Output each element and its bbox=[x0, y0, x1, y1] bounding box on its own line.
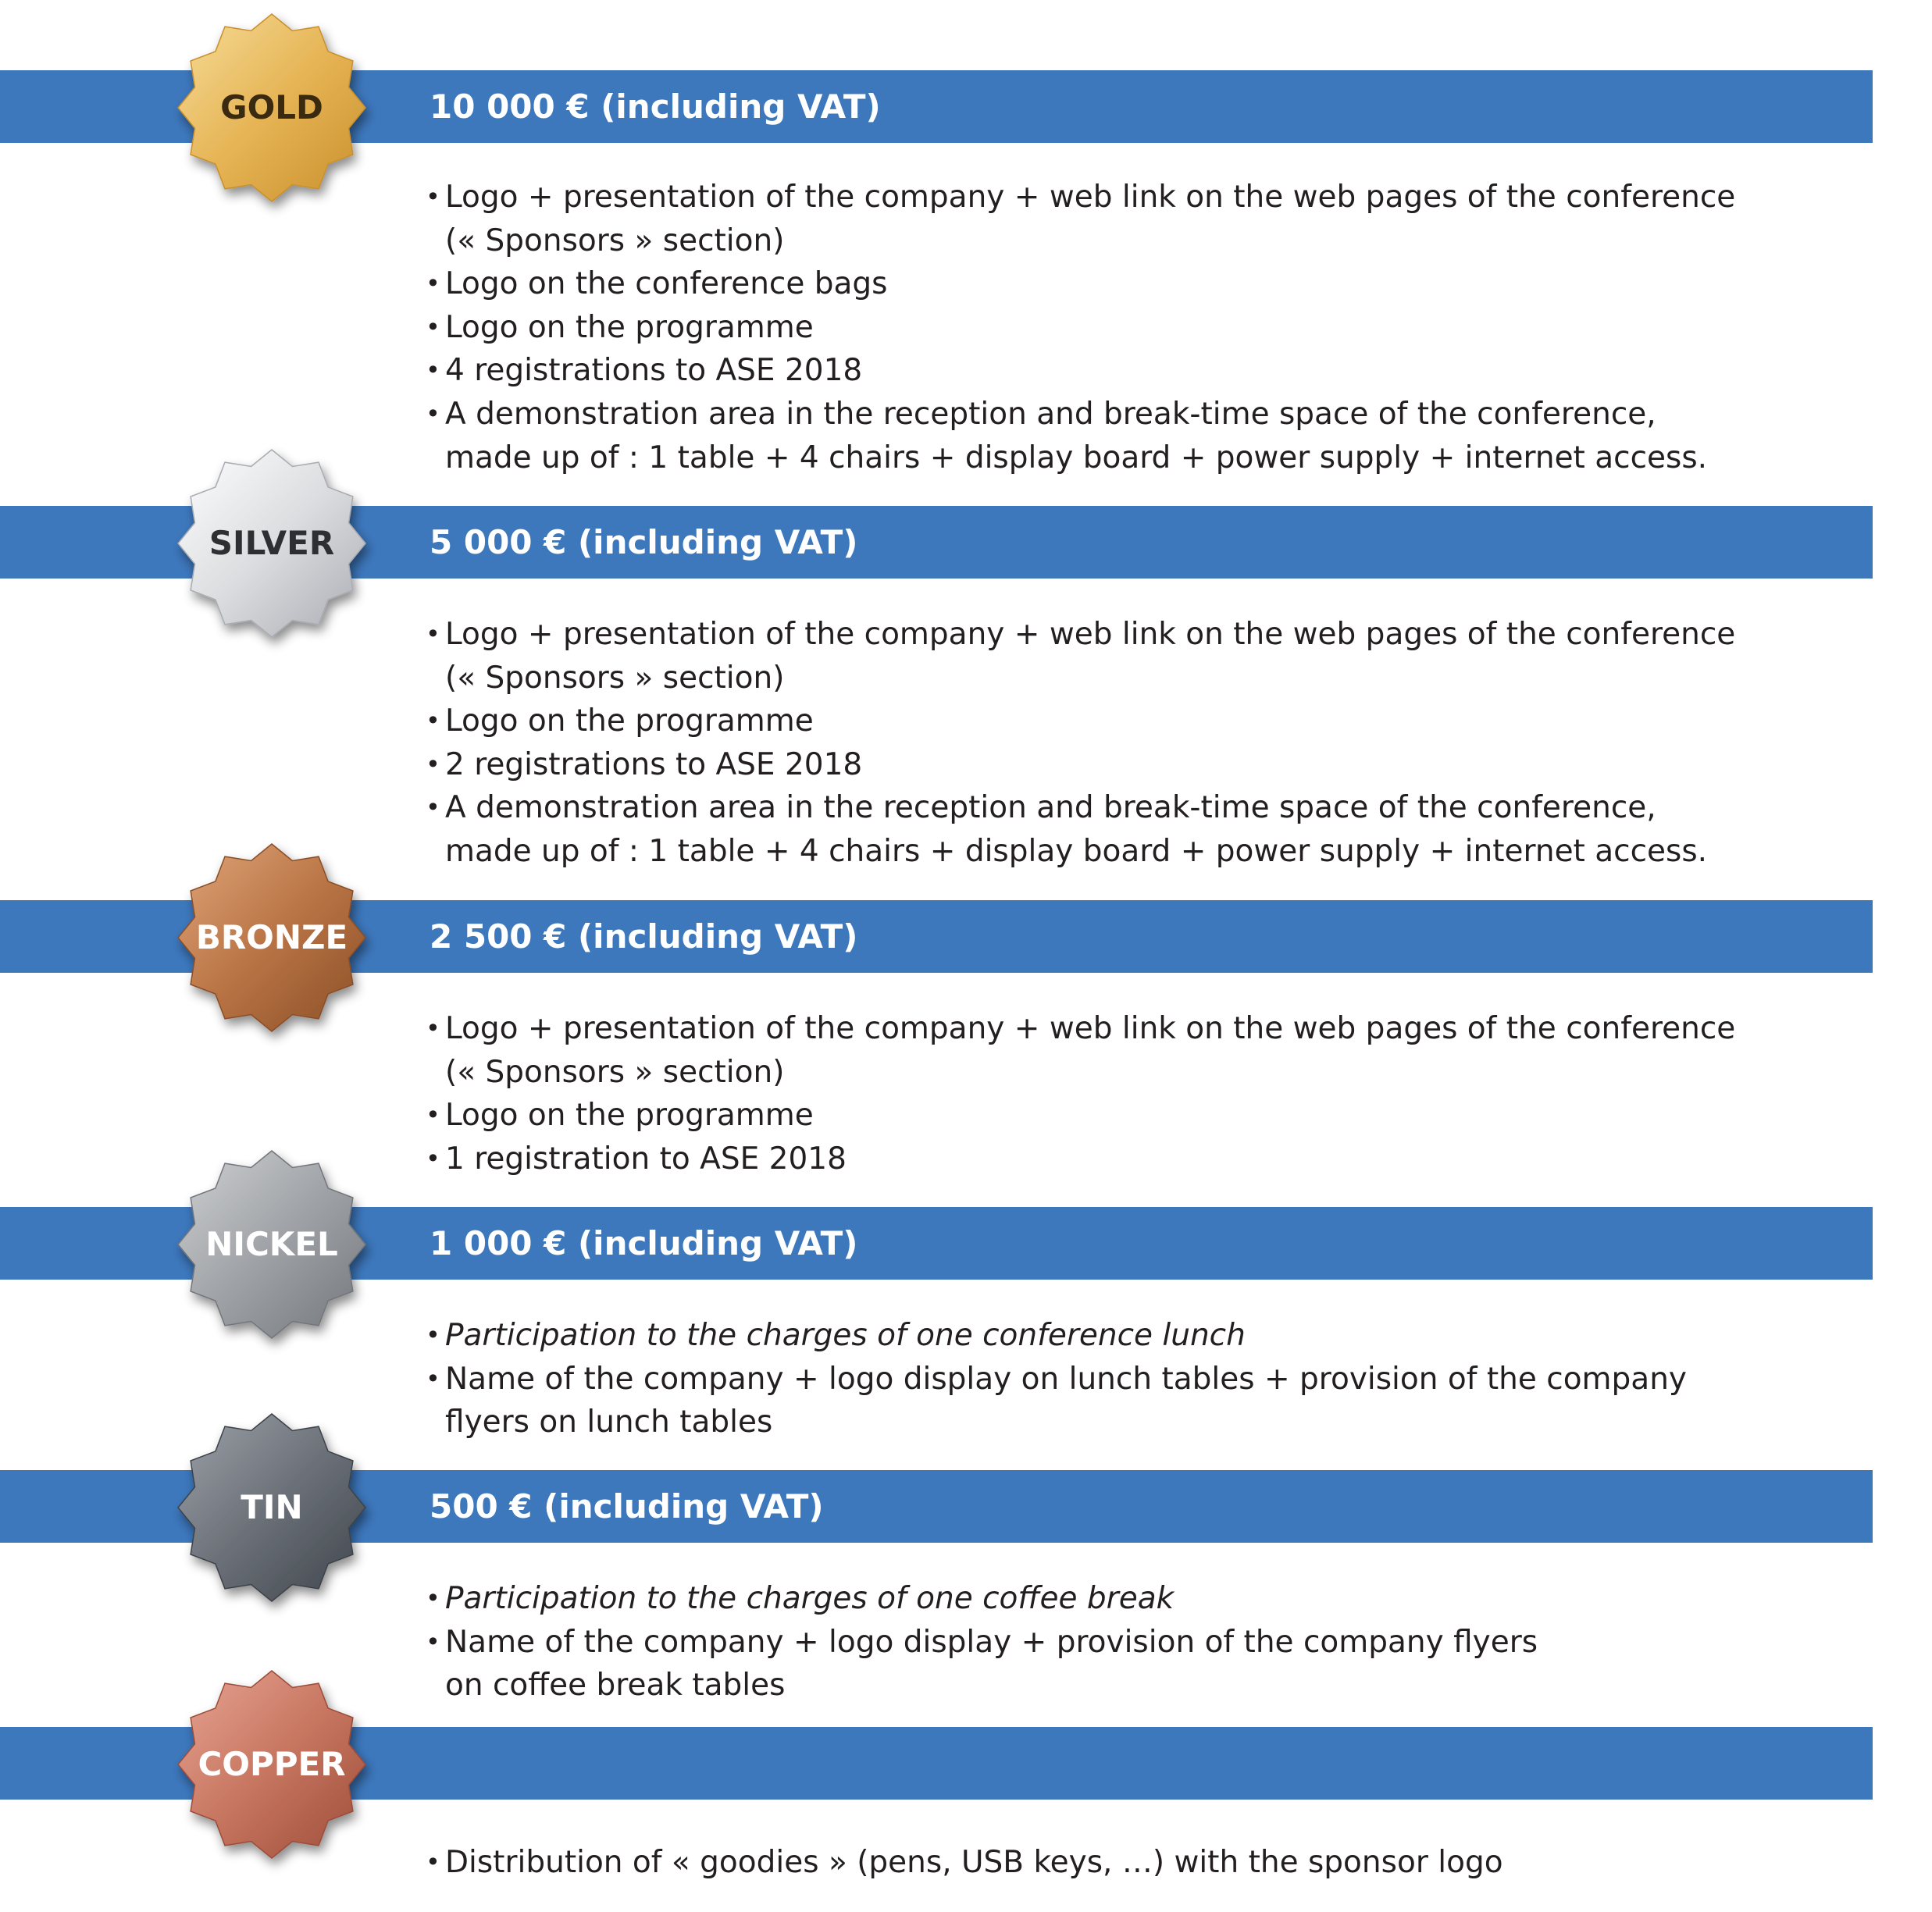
bronze-badge bbox=[173, 839, 370, 1036]
bronze-price: 2 500 € (including VAT) bbox=[430, 917, 858, 956]
gold-benefits-list bbox=[426, 176, 1735, 479]
list-item: • A demonstration area in the reception and break-time space of the conference, made up of : 1 table + 4 chairs + display board + power supply + internet access. bbox=[426, 393, 1735, 479]
silver-price: 5 000 € (including VAT) bbox=[430, 523, 858, 561]
list-item: • Logo on the programme bbox=[426, 700, 1735, 743]
list-item: • Logo on the conference bags bbox=[426, 262, 1735, 306]
silver-benefits-list bbox=[426, 613, 1735, 874]
list-item: • Name of the company + logo display on lunch tables + provision of the company flyers on lunch tables bbox=[426, 1358, 1687, 1444]
list-item: • Logo + presentation of the company + web link on the web pages of the conference (« Sponsors » section) bbox=[426, 613, 1735, 700]
nickel-benefits-list bbox=[426, 1314, 1687, 1444]
bronze-badge-label: BRONZE bbox=[195, 918, 348, 956]
nickel-badge bbox=[173, 1146, 370, 1343]
list-item: • 1 registration to ASE 2018 bbox=[426, 1138, 1735, 1181]
list-item: • A demonstration area in the reception and break-time space of the conference, made up of : 1 table + 4 chairs + display board + power supply + internet access. bbox=[426, 786, 1735, 873]
copper-badge-label: COPPER bbox=[198, 1745, 346, 1783]
gold-price: 10 000 € (including VAT) bbox=[430, 87, 881, 126]
copper-badge bbox=[173, 1666, 370, 1863]
copper-benefits-list bbox=[426, 1841, 1503, 1885]
list-item: • Distribution of « goodies » (pens, USB keys, …) with the sponsor logo bbox=[426, 1841, 1503, 1885]
list-item: • 4 registrations to ASE 2018 bbox=[426, 349, 1735, 393]
silver-badge-label: SILVER bbox=[209, 524, 335, 562]
list-item: • Logo + presentation of the company + web link on the web pages of the conference (« Sponsors » section) bbox=[426, 176, 1735, 262]
gold-badge-label: GOLD bbox=[220, 88, 323, 126]
list-item: • 2 registrations to ASE 2018 bbox=[426, 743, 1735, 787]
list-item: • Participation to the charges of one coffee break bbox=[426, 1577, 1538, 1621]
list-item: • Participation to the charges of one conference lunch bbox=[426, 1314, 1687, 1358]
list-item: • Logo on the programme bbox=[426, 1094, 1735, 1138]
tin-benefits-list bbox=[426, 1577, 1538, 1707]
gold-badge bbox=[173, 9, 370, 206]
nickel-badge-label: NICKEL bbox=[205, 1225, 338, 1263]
silver-badge bbox=[173, 445, 370, 642]
list-item: • Name of the company + logo display + provision of the company flyers on coffee break tables bbox=[426, 1621, 1538, 1707]
tin-badge bbox=[173, 1409, 370, 1606]
list-item: • Logo on the programme bbox=[426, 306, 1735, 350]
nickel-price: 1 000 € (including VAT) bbox=[430, 1224, 858, 1262]
bronze-benefits-list bbox=[426, 1007, 1735, 1180]
tin-price: 500 € (including VAT) bbox=[430, 1487, 824, 1526]
list-item: • Logo + presentation of the company + web link on the web pages of the conference (« Sponsors » section) bbox=[426, 1007, 1735, 1094]
tin-badge-label: TIN bbox=[241, 1488, 303, 1526]
